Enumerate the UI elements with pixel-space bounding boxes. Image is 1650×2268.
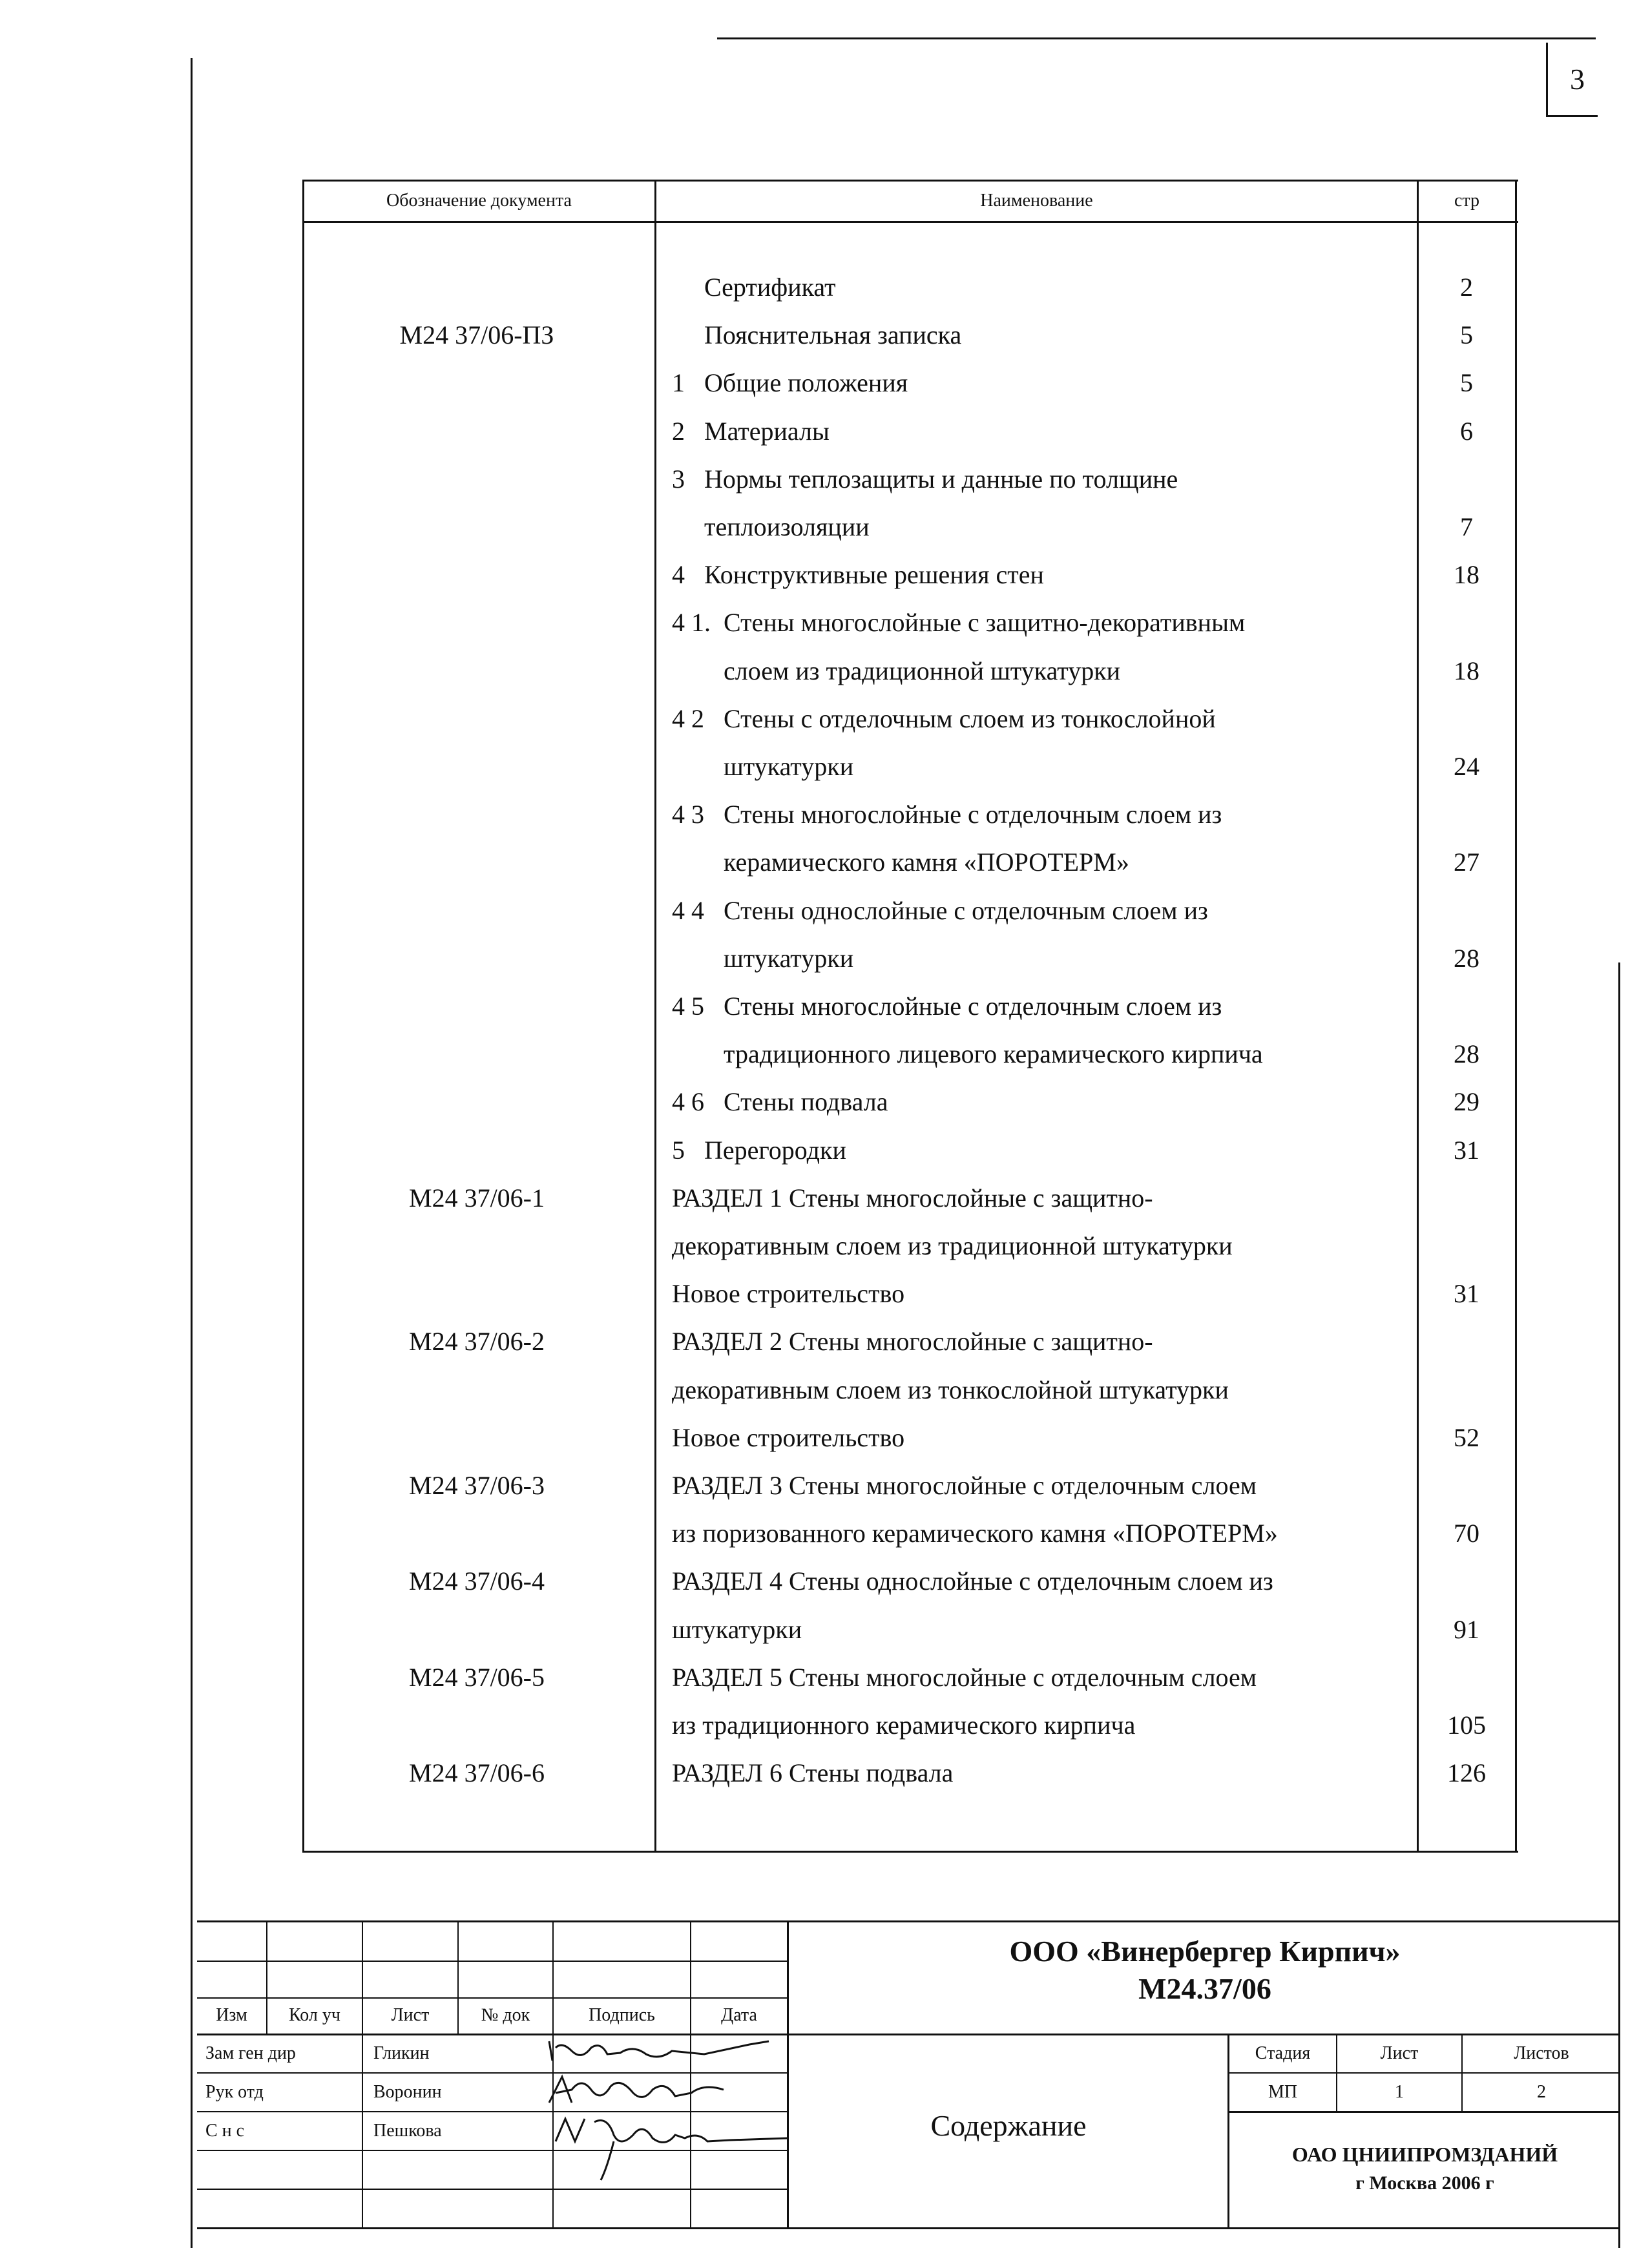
- toc-page-number: 6: [1460, 417, 1473, 446]
- toc-table-right: [1515, 180, 1517, 1853]
- toc-item-text: из традиционного керамического кирпича: [672, 1711, 1136, 1740]
- toc-item-text: РАЗДЕЛ 4 Стены однослойные с отделочным слоем из: [672, 1566, 1273, 1596]
- toc-doc-code: М24 37/06-1: [409, 1183, 545, 1212]
- toc-item-text: Пояснительная записка: [704, 320, 962, 349]
- toc-item-text: Новое строительство: [672, 1279, 905, 1308]
- stamp-header-kol-uch: Кол уч: [289, 2005, 340, 2025]
- signature-1: [536, 2035, 782, 2074]
- stamp-sheet-label: Лист: [1380, 2043, 1419, 2063]
- toc-page-number: 24: [1454, 752, 1479, 781]
- toc-item-text: Материалы: [704, 417, 830, 446]
- stamp-bottom: [197, 2227, 1620, 2229]
- stamp-row-line-7: [197, 2189, 787, 2190]
- toc-item-text: штукатурки: [724, 944, 854, 973]
- toc-item-text: традиционного лицевого керамического кирпича: [724, 1039, 1263, 1068]
- toc-item-number: 4 2: [672, 704, 704, 733]
- toc-page-number: 7: [1460, 512, 1473, 541]
- header-page: стр: [1454, 191, 1479, 211]
- toc-item-text: Перегородки: [704, 1136, 846, 1165]
- toc-item-text: декоративным слоем из тонкослойной штукатурки: [672, 1375, 1229, 1404]
- stamp-col-line-2: [362, 1920, 363, 2229]
- toc-page-number: 28: [1454, 1039, 1479, 1068]
- toc-item-text: штукатурки: [724, 752, 854, 781]
- toc-doc-code: М24 37/06-ПЗ: [399, 320, 554, 349]
- toc-item: [672, 562, 1044, 588]
- toc-doc-code: М24 37/06-6: [409, 1758, 545, 1787]
- toc-table-bottom: [302, 1851, 1518, 1853]
- page-number-box-bottom: [1546, 115, 1598, 117]
- toc-doc-code: М24 37/06-4: [409, 1566, 545, 1596]
- stamp-org-title: ООО «Винербергер Кирпич»: [1009, 1934, 1401, 1968]
- toc-page-number: 18: [1454, 656, 1479, 685]
- toc-item: [672, 1138, 846, 1163]
- toc-item-number: 4 3: [672, 800, 704, 829]
- toc-item-text: Общие положения: [704, 368, 908, 397]
- frame-left-border: [191, 58, 193, 2248]
- toc-item: [704, 322, 961, 348]
- toc-item-text: декоративным слоем из традиционной штукатурки: [672, 1231, 1233, 1260]
- frame-top-border: [717, 37, 1596, 39]
- toc-page-number: 5: [1460, 320, 1473, 349]
- toc-item-number: 5: [672, 1136, 685, 1165]
- toc-item-text: теплоизоляции: [704, 512, 870, 541]
- stamp-city-year: г Москва 2006 г: [1355, 2172, 1494, 2194]
- stamp-doc-code: М24.37/06: [1138, 1971, 1271, 2005]
- toc-item: [672, 1473, 1257, 1499]
- toc-page-number: 31: [1454, 1136, 1479, 1165]
- toc-item-text: Стены многослойные с защитно-декоративным: [724, 608, 1246, 637]
- stamp-sheet-title: Содержание: [930, 2108, 1087, 2142]
- toc-page-number: 18: [1454, 560, 1479, 589]
- toc-item: [672, 1089, 888, 1115]
- toc-item-number: 3: [672, 464, 685, 494]
- page-number-box-left: [1546, 43, 1548, 115]
- toc-item: [672, 1329, 1153, 1355]
- toc-item-text: РАЗДЕЛ 5 Стены многослойные с отделочным слоем: [672, 1663, 1257, 1692]
- toc-doc-code: М24 37/06-5: [409, 1663, 545, 1692]
- toc-page-number: 52: [1454, 1423, 1479, 1452]
- stamp-top: [197, 1920, 1620, 1922]
- toc-item: [672, 1665, 1257, 1691]
- toc-item-number: 2: [672, 417, 685, 446]
- toc-item-text: РАЗДЕЛ 6 Стены подвала: [672, 1758, 954, 1787]
- toc-table-header-bottom: [302, 221, 1518, 223]
- stamp-header-izm: Изм: [216, 2005, 247, 2025]
- toc-item: [724, 1041, 1263, 1067]
- stamp-info-row-2: [1227, 2111, 1620, 2113]
- stamp-role-3: С н с: [205, 2121, 245, 2141]
- toc-item: [724, 754, 853, 780]
- stamp-row-line-1: [197, 1961, 787, 1962]
- toc-page-number: 2: [1460, 273, 1473, 302]
- toc-item-text: Стены однослойные с отделочным слоем из: [724, 896, 1208, 925]
- stamp-name-1: Гликин: [373, 2043, 430, 2063]
- toc-item-text: из поризованного керамического камня «ПОРОТЕРМ»: [672, 1519, 1278, 1548]
- toc-item-text: РАЗДЕЛ 3 Стены многослойные с отделочным слоем: [672, 1471, 1257, 1500]
- toc-item: [672, 706, 1216, 732]
- toc-item: [672, 1617, 802, 1643]
- toc-item-text: керамического камня «ПОРОТЕРМ»: [724, 848, 1129, 877]
- toc-item-text: Конструктивные решения стен: [704, 560, 1044, 589]
- toc-page-number: 29: [1454, 1087, 1479, 1116]
- toc-item-text: Сертификат: [704, 273, 836, 302]
- toc-item-text: Стены многослойные с отделочным слоем из: [724, 800, 1222, 829]
- toc-item-text: штукатурки: [672, 1615, 802, 1644]
- toc-item-text: Стены с отделочным слоем из тонкослойной: [724, 704, 1216, 733]
- stamp-header-list: Лист: [391, 2005, 430, 2025]
- toc-item: [672, 1760, 953, 1786]
- toc-item: [704, 275, 836, 300]
- toc-item-number: 1: [672, 368, 685, 397]
- toc-item: [672, 1568, 1273, 1594]
- toc-item-number: 4 5: [672, 992, 704, 1021]
- toc-item: [672, 1377, 1229, 1403]
- toc-doc-code: М24 37/06-2: [409, 1327, 545, 1356]
- toc-item-number: 4 6: [672, 1087, 704, 1116]
- toc-item: [672, 1521, 1278, 1546]
- toc-item: [672, 419, 830, 444]
- toc-item: [724, 946, 853, 972]
- stamp-sheet-value: 1: [1395, 2082, 1404, 2102]
- stamp-header-signature: Подпись: [589, 2005, 655, 2025]
- toc-page-number: 28: [1454, 944, 1479, 973]
- toc-item: [724, 849, 1129, 875]
- header-doc-code: Обозначение документа: [386, 191, 572, 211]
- signature-3: [536, 2109, 795, 2187]
- toc-item: [672, 610, 1245, 636]
- stamp-sheets-label: Листов: [1514, 2043, 1569, 2063]
- stamp-stage-label: Стадия: [1255, 2043, 1311, 2063]
- toc-item-number: 4: [672, 560, 685, 589]
- toc-item: [672, 1281, 904, 1307]
- stamp-role-1: Зам ген дир: [205, 2043, 296, 2063]
- toc-col-divider-1: [654, 180, 656, 1853]
- stamp-name-2: Воронин: [373, 2082, 442, 2102]
- toc-item-number: 4 4: [672, 896, 704, 925]
- toc-item: [672, 466, 1178, 492]
- toc-item: [704, 514, 870, 540]
- stamp-sheets-value: 2: [1537, 2082, 1546, 2102]
- toc-item: [672, 1425, 904, 1451]
- toc-item: [672, 1712, 1135, 1738]
- toc-item: [672, 370, 908, 396]
- stamp-header-doc-no: № док: [481, 2005, 530, 2025]
- toc-item: [672, 898, 1208, 924]
- stamp-header-date: Дата: [721, 2005, 757, 2025]
- stamp-stage-value: МП: [1268, 2082, 1298, 2102]
- stamp-name-3: Пешкова: [373, 2121, 442, 2141]
- toc-item: [724, 658, 1120, 684]
- toc-item: [672, 994, 1222, 1019]
- toc-item-text: РАЗДЕЛ 2 Стены многослойные с защитно-: [672, 1327, 1153, 1356]
- toc-page-number: 27: [1454, 848, 1479, 877]
- toc-page-number: 105: [1447, 1711, 1486, 1740]
- stamp-role-2: Рук отд: [205, 2082, 264, 2102]
- toc-page-number: 31: [1454, 1279, 1479, 1308]
- toc-item: [672, 1185, 1153, 1211]
- toc-item-text: слоем из традиционной штукатурки: [724, 656, 1121, 685]
- header-name: Наименование: [980, 191, 1093, 211]
- toc-item: [672, 802, 1222, 827]
- page-number: 3: [1570, 63, 1585, 96]
- toc-item-text: Нормы теплозащиты и данные по толщине: [704, 464, 1178, 494]
- toc-item-number: 4 1.: [672, 608, 711, 637]
- toc-item: [672, 1233, 1233, 1259]
- toc-item-text: РАЗДЕЛ 1 Стены многослойные с защитно-: [672, 1183, 1153, 1212]
- toc-page-number: 5: [1460, 368, 1473, 397]
- toc-item-text: Новое строительство: [672, 1423, 905, 1452]
- stamp-institute: ОАО ЦНИИПРОМЗДАНИЙ: [1291, 2142, 1558, 2166]
- toc-item-text: Стены многослойные с отделочным слоем из: [724, 992, 1222, 1021]
- toc-page-number: 70: [1454, 1519, 1479, 1548]
- toc-item-text: Стены подвала: [724, 1087, 888, 1116]
- toc-page-number: 91: [1454, 1615, 1479, 1644]
- toc-table-left: [302, 180, 304, 1853]
- toc-page-number: 126: [1447, 1758, 1486, 1787]
- toc-doc-code: М24 37/06-3: [409, 1471, 545, 1500]
